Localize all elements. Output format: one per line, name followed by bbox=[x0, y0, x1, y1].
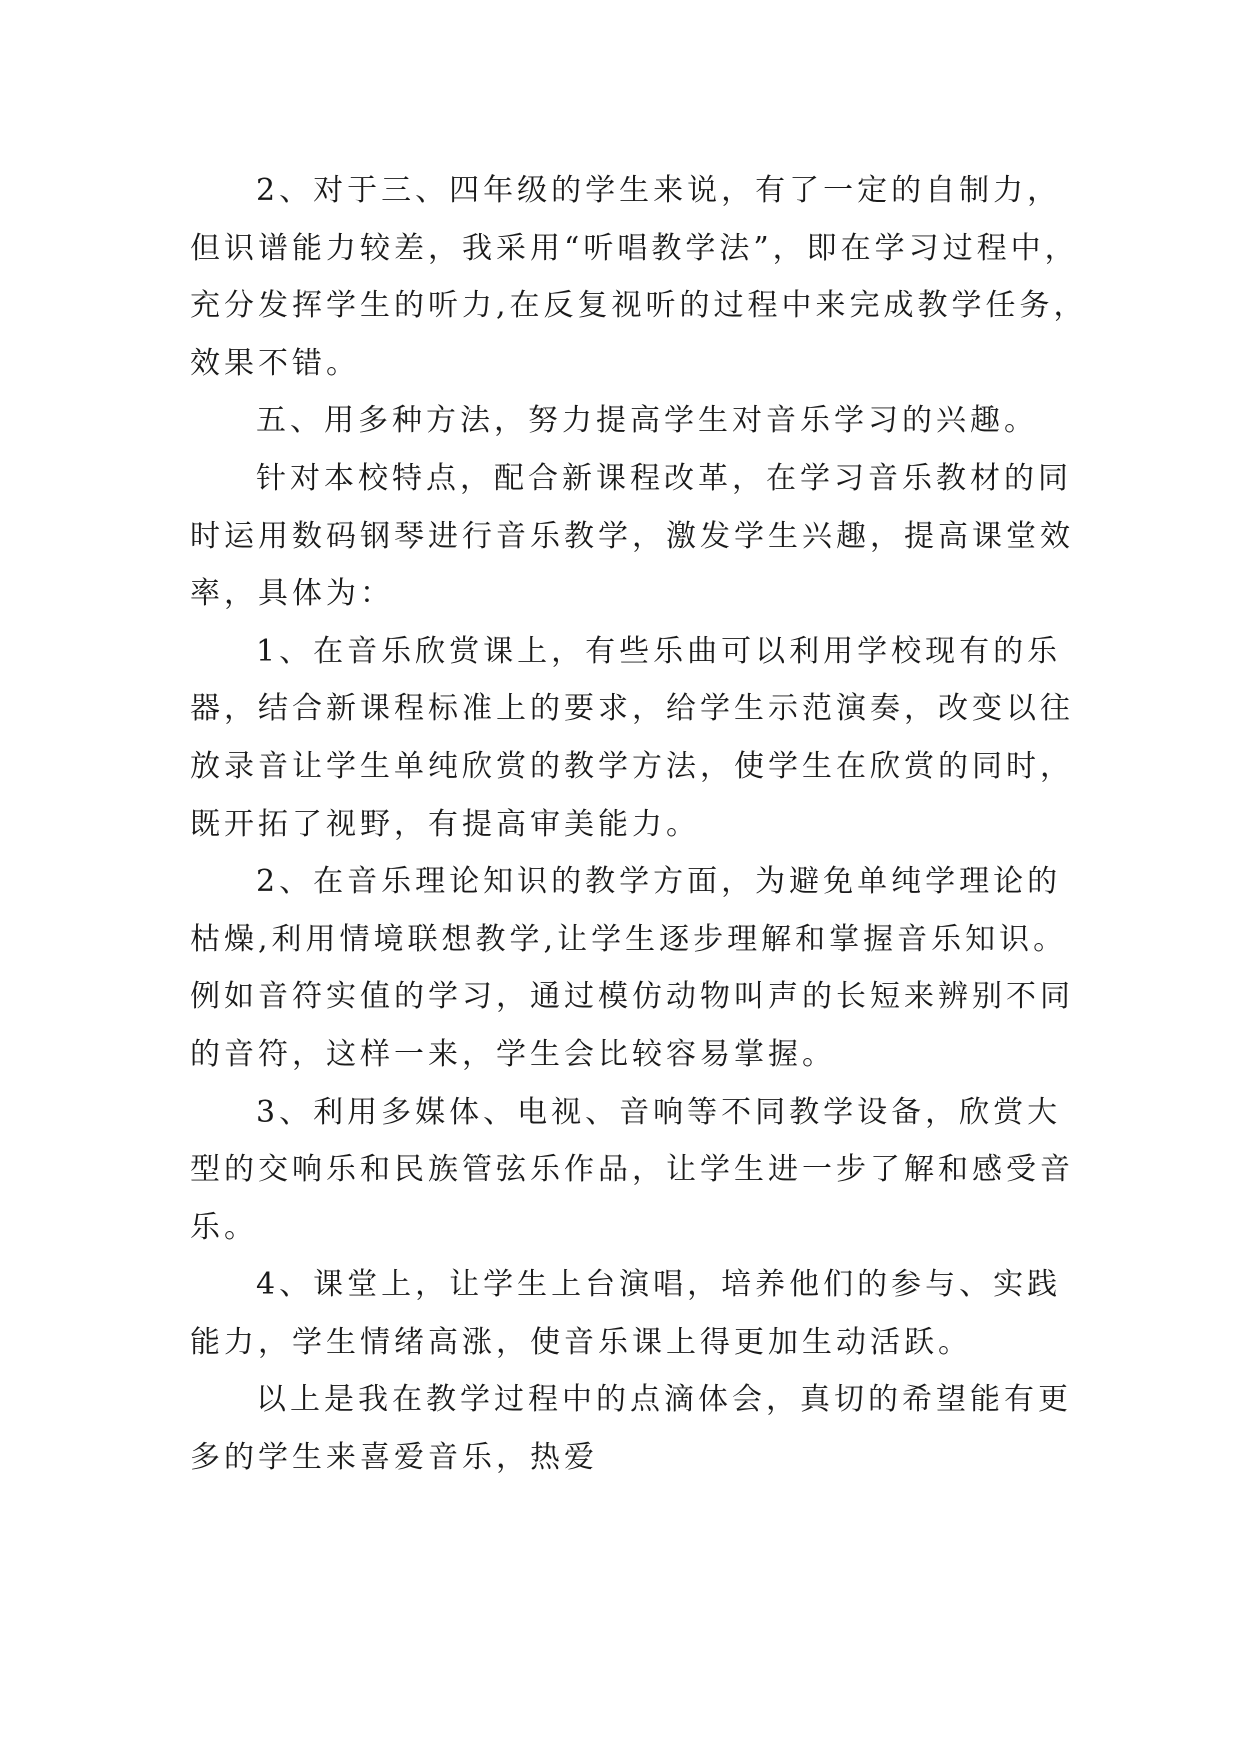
text-line: 率，具体为： bbox=[190, 576, 394, 612]
text-line: 放录音让学生单纯欣赏的教学方法，使学生在欣赏的同时， bbox=[190, 748, 1074, 784]
text-line: 时运用数码钢琴进行音乐教学，激发学生兴趣，提高课堂效 bbox=[190, 518, 1074, 554]
paragraph-8 bbox=[190, 1371, 1090, 1486]
text-line: 2、对于三、四年级的学生来说，有了一定的自制力， bbox=[256, 173, 1062, 208]
text-line: 3、利用多媒体、电视、音响等不同教学设备，欣赏大 bbox=[256, 1094, 1062, 1130]
text-line: 既开拓了视野，有提高审美能力。 bbox=[190, 806, 700, 842]
section-heading bbox=[190, 392, 1090, 450]
text-line: 1、在音乐欣赏课上，有些乐曲可以利用学校现有的乐 bbox=[256, 633, 1062, 669]
text-line: 例如音符实值的学习，通过模仿动物叫声的长短来辨别不同 bbox=[190, 979, 1074, 1015]
text-line: 枯燥,利用情境联想教学,让学生逐步理解和掌握音乐知识。 bbox=[190, 921, 1068, 957]
text-line: 的音符，这样一来，学生会比较容易掌握。 bbox=[190, 1036, 836, 1072]
paragraph-7 bbox=[190, 1256, 1090, 1371]
text-line: 型的交响乐和民族管弦乐作品，让学生进一步了解和感受音 bbox=[190, 1152, 1074, 1188]
text-line: 充分发挥学生的听力,在反复视听的过程中来完成教学任务， bbox=[190, 288, 1088, 324]
text-line: 器，结合新课程标准上的要求，给学生示范演奏，改变以往 bbox=[190, 691, 1074, 727]
paragraph-6 bbox=[190, 1084, 1090, 1257]
text-line: 以上是我在教学过程中的点滴体会，真切的希望能有更 bbox=[256, 1382, 1072, 1418]
text-line: 4、课堂上，让学生上台演唱，培养他们的参与、实践 bbox=[256, 1267, 1062, 1303]
text-line: 效果不错。 bbox=[190, 345, 360, 381]
text-line: 但识谱能力较差，我采用“听唱教学法”，即在学习过程中， bbox=[190, 230, 1079, 266]
paragraph-4 bbox=[190, 623, 1090, 853]
text-line: 多的学生来喜爱音乐，热爱 bbox=[190, 1440, 598, 1476]
text-line: 五、用多种方法，努力提高学生对音乐学习的兴趣。 bbox=[256, 403, 1038, 439]
document-body bbox=[190, 162, 1090, 1487]
text-line: 乐。 bbox=[190, 1209, 258, 1245]
text-line: 针对本校特点，配合新课程改革，在学习音乐教材的同 bbox=[256, 460, 1072, 496]
paragraph-3 bbox=[190, 450, 1090, 623]
text-line: 2、在音乐理论知识的教学方面，为避免单纯学理论的 bbox=[256, 864, 1062, 900]
text-line: 能力，学生情绪高涨，使音乐课上得更加生动活跃。 bbox=[190, 1324, 972, 1360]
paragraph-5 bbox=[190, 853, 1090, 1083]
paragraph-1 bbox=[190, 162, 1090, 392]
